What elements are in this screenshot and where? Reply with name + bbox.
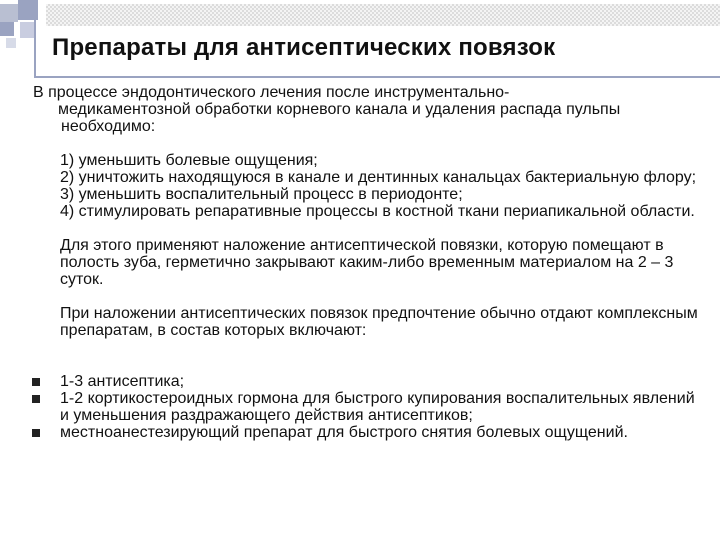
bullet-square-icon [32, 395, 40, 403]
preference-paragraph: При наложении антисептических повязок предпочтение обычно отдают комплексным препаратам, в состав которых включают: [60, 305, 698, 339]
slide-title: Препараты для антисептических повязок [52, 34, 556, 61]
header-divider-horizontal [34, 76, 720, 78]
aims-list [60, 152, 700, 220]
bullet-square-icon [32, 429, 40, 437]
aim-item: 4) стимулировать репаративные процессы в костной ткани периапикальной области. [60, 203, 695, 220]
header-divider-vertical [34, 0, 36, 78]
slide-body [30, 84, 700, 441]
decor-square [6, 38, 16, 48]
list-item [30, 424, 700, 441]
decor-square [0, 4, 18, 22]
intro-paragraph [30, 84, 700, 135]
decor-square [0, 22, 14, 36]
header-pattern-bar [46, 4, 720, 26]
intro-line: В процессе эндодонтического лечения после инструментально- [33, 84, 510, 101]
dressing-paragraph: Для этого применяют наложение антисептической повязки, которую помещают в полость зуба, герметично закрывают каким-либо временным материалом на 2 – 3 суток. [60, 237, 674, 288]
list-item-text: 1-2 кортикостероидных гормона для быстрого купирования воспалительных явлений и уменьшения раздражающего действия антисептиков; [60, 390, 695, 424]
list-item-text: 1-3 антисептика; [60, 373, 185, 390]
aim-item: 3) уменьшить воспалительный процесс в периодонте; [60, 186, 463, 203]
composition-list [30, 373, 700, 441]
list-item [30, 390, 700, 424]
aim-item: 2) уничтожить находящуюся в канале и дентинных канальцах бактериальную флору; [60, 169, 697, 186]
bullet-square-icon [32, 378, 40, 386]
intro-continuation: медикаментозной обработки корневого канала и удаления распада пульпы необходимо: [58, 101, 621, 135]
aim-item: 1) уменьшить болевые ощущения; [60, 152, 318, 169]
list-item [30, 373, 700, 390]
list-item-text: местноанестезирующий препарат для быстрого снятия болевых ощущений. [60, 424, 628, 441]
